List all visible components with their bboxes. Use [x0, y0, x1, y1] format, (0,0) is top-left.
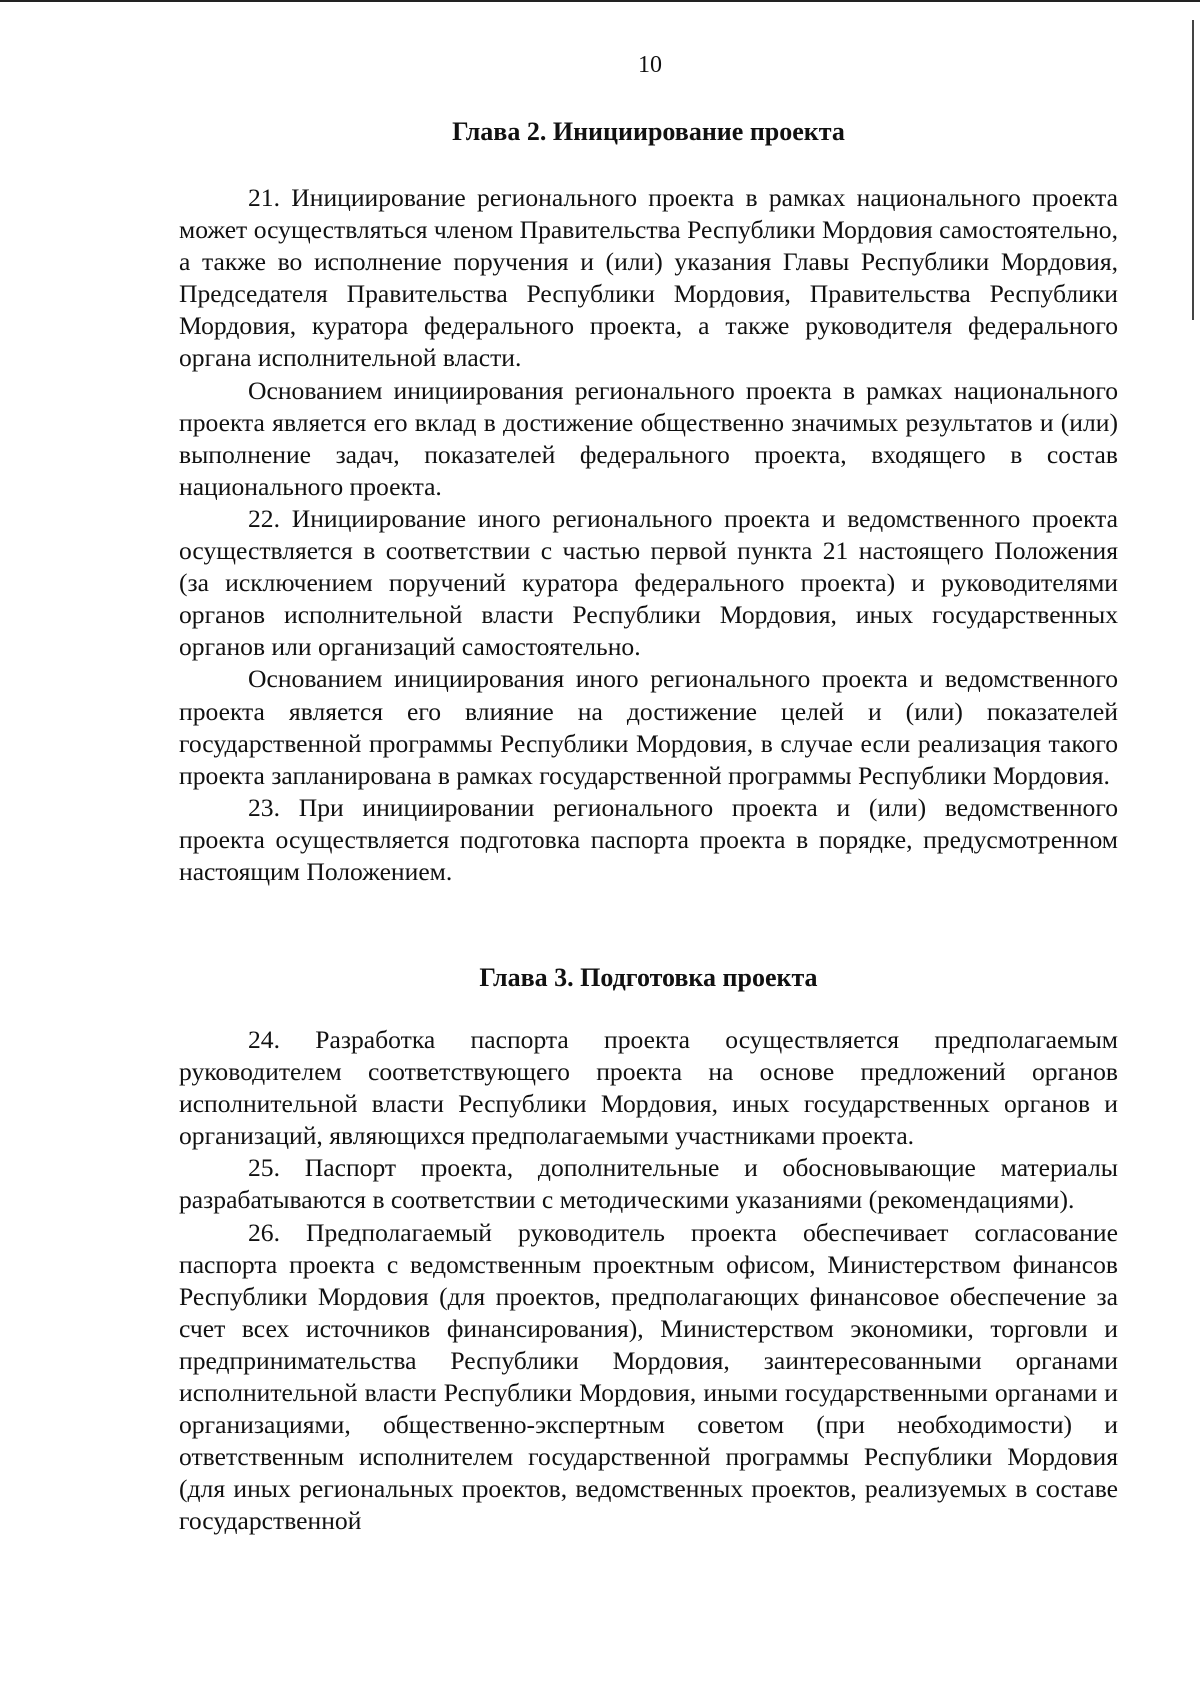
paragraph-24: 24. Разработка паспорта проекта осуществляется предполагаемым руководителем соответствующего проекта на основе предложений органов исполнительной власти Республики Мордовия, иных государственных органов и организаций, являющихся предполагаемыми участниками проекта. — [179, 1025, 1118, 1151]
paragraph-22-basis: Основанием инициирования иного регионального проекта и ведомственного проекта является его влияние на достижение целей и (или) показателей государственной программы Республики Мордовия, в случае если реализация такого проекта запланирована в рамках государственной программы Республики Мордовия. — [179, 664, 1118, 790]
chapter-2-section — [179, 182, 1118, 888]
paragraph-23: 23. При инициировании регионального проекта и (или) ведомственного проекта осуществляется подготовка паспорта проекта в порядке, предусмотренном настоящим Положением. — [179, 792, 1118, 886]
paragraph-25: 25. Паспорт проекта, дополнительные и обосновывающие материалы разрабатываются в соответствии с методическими указаниями (рекомендациями). — [179, 1153, 1118, 1215]
paragraph-26: 26. Предполагаемый руководитель проекта обеспечивает согласование паспорта проекта с ведомственным проектным офисом, Министерством финансов Республики Мордовия (для проектов, предполагающих финансовое обеспечение за счет всех источников финансирования), Министерством экономики, торговли и предпринимательства Республики Мордовия, заинтересованными органами исполнительной власти Республики Мордовия, иными государственными органами и организациями, общественно-экспертным советом (при необходимости) и ответственным исполнителем государственной программы Республики Мордовия (для иных региональных проектов, ведомственных проектов, реализуемых в составе государственной — [179, 1217, 1118, 1536]
paragraph-21-basis: Основанием инициирования регионального проекта в рамках национального проекта является его вклад в достижение общественно значимых результатов и (или) выполнение задач, показателей федерального проекта, входящего в состав национального проекта. — [179, 375, 1118, 501]
paragraph-22: 22. Инициирование иного регионального проекта и ведомственного проекта осуществляется в соответствии с частью первой пункта 21 настоящего Положения (за исключением поручений куратора федерального проекта) и руководителями органов исполнительной власти Республики Мордовия, иных государственных органов или организаций самостоятельно. — [179, 503, 1118, 662]
scan-border-top — [0, 0, 1200, 2]
paragraph-21: 21. Инициирование регионального проекта в рамках национального проекта может осуществляться членом Правительства Республики Мордовия самостоятельно, а также во исполнение поручения и (или) указания Главы Республики Мордовия, Председателя Правительства Республики Мордовия, Правительства Республики Мордовия, куратора федерального проекта, а также руководителя федерального органа исполнительной власти. — [179, 183, 1118, 373]
chapter-3-section — [179, 1024, 1118, 1538]
chapter-3-title: Глава 3. Подготовка проекта — [479, 963, 818, 992]
chapter-2-title: Глава 2. Инициирование проекта — [452, 117, 845, 146]
page-number: 10 — [638, 52, 662, 78]
